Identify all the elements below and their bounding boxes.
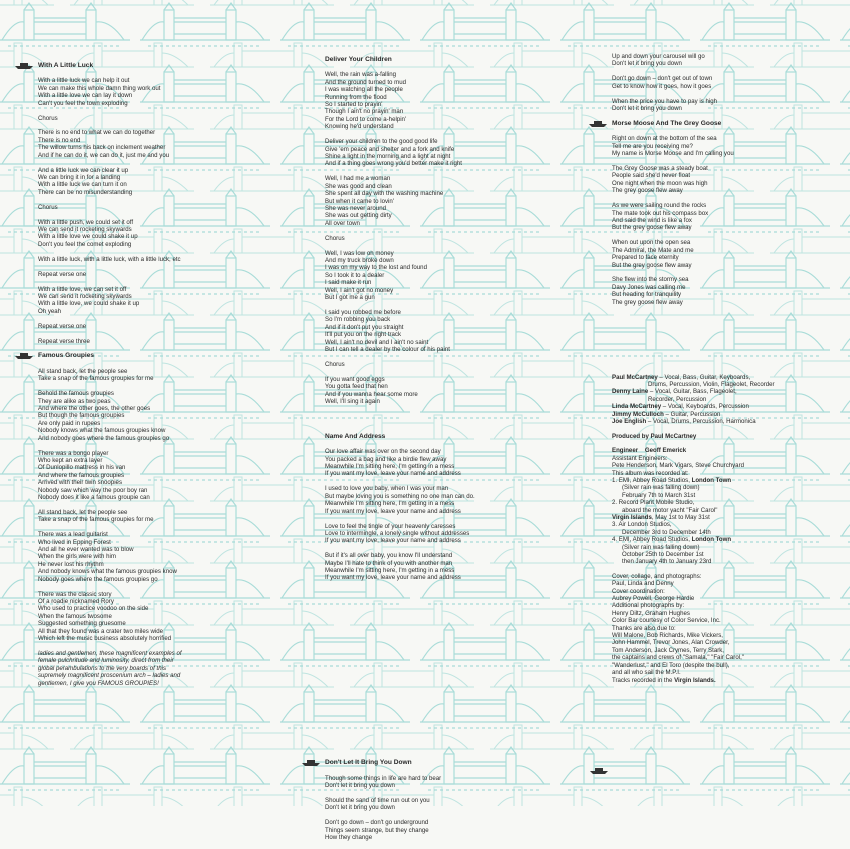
lyric-line: When the famous twosome [38, 612, 112, 620]
musician-role-cont: Drums, Percussion, Violin, Flageolet, Recorder [648, 380, 775, 388]
lyric-stanza [38, 219, 278, 249]
lyric-line: Which left the music business absolutely horrified [38, 634, 172, 642]
song-title: With A Little Luck [38, 62, 278, 69]
studio-detail: then January 4th to January 23rd [622, 558, 712, 566]
lyric-line: Things seem strange, but they change [325, 826, 429, 834]
credit-line: Will Malone, Bob Richards, Mike Vickers, [612, 632, 723, 640]
lyric-line: With a little push, we could set it off [38, 218, 134, 226]
engineer-name: Geoff Emerick [644, 447, 687, 455]
lyric-line: As we were sailing round the rocks [612, 202, 707, 210]
lyric-line: With a little love we could shake it up [38, 233, 138, 241]
italic-line: global perambulations to the very boards of this [38, 664, 167, 672]
lyric-line: Take a snap of the famous groupies for me [38, 375, 154, 383]
musician-name: Paul McCartney [612, 373, 658, 381]
lyric-line: Chorus [38, 203, 58, 211]
studio-text: 2. Record Plant Mobile Studio, [612, 499, 695, 507]
lyric-line: Of a roadie nicknamed Rory [38, 597, 114, 605]
lyric-line: For the Lord to come a-helpin' [325, 115, 407, 123]
lyric-line: But when it came to lovin' [325, 197, 394, 205]
lyric-line: Meanwhile I'm sitting here, I'm getting in a mess [325, 567, 455, 575]
lyric-line: Well, the rain was a-falling [325, 71, 397, 79]
credit-line: Paul, Linda and Denny [612, 580, 674, 588]
lyric-stanza [38, 286, 278, 316]
song-title: Famous Groupies [38, 352, 278, 359]
lyric-line: Can't you feel the town exploding [38, 99, 128, 107]
lyric-line: Running from the flood [325, 93, 387, 101]
lyric-line: And nobody goes where the famous groupies go [38, 434, 170, 442]
lyric-line: Don't go down – don't get out of town [612, 75, 713, 83]
musician-name: Jimmy McCulloch [612, 410, 664, 418]
song-block [325, 759, 570, 841]
lyric-stanza [38, 256, 278, 263]
lyric-line: With a little love, we can set it off [38, 285, 127, 293]
lyric-line: So I'm robbing you back [325, 316, 391, 324]
lyric-line: Nobody saw which way the poor boy ran [38, 486, 148, 494]
italic-line: female pulchritude and luminosity, direct from their [38, 657, 174, 665]
studio-line [612, 536, 842, 543]
lyric-line: Well, I had me a woman [325, 175, 391, 183]
studio-line [612, 514, 842, 521]
lyric-stanza [325, 552, 570, 582]
lyric-stanza [38, 323, 278, 330]
lyric-line: Are only paid in rupees [38, 419, 101, 427]
lyric-line: Love to feel the tingle of your heavenly caresses [325, 522, 456, 530]
lyric-line: The grey goose flew away [612, 298, 683, 306]
lyric-line: Prepared to face eternity [612, 254, 679, 262]
lyric-line: And said the wind is like a fox [612, 217, 692, 224]
lyric-line: If you want my love, leave your name and address [325, 574, 461, 582]
credit-line: Cover, collage, and photographs: [612, 572, 702, 580]
lyric-line: So I took it to a dealer [325, 271, 385, 279]
lyric-line: I said you robbed me before [325, 308, 401, 316]
lyric-line: We can send it rocketing skywards [38, 292, 132, 300]
spacer [612, 566, 842, 573]
lyric-line: The grey goose flew away [612, 187, 683, 195]
lyric-line: Repeat verse one [38, 270, 87, 278]
lyric-line: They are alike as two peas [38, 397, 111, 405]
lyric-line: I said make it run [325, 279, 372, 287]
lyric-line: Take a snap of the famous groupies for me [38, 516, 154, 524]
lyric-line: And nobody knows what the famous groupies know [38, 568, 177, 576]
studio-detail: (Silver rain was falling down) [622, 484, 700, 492]
studio-text: 1. EMI, Abbey Road Studios, [612, 476, 692, 484]
credit-line: "Wanderlust," and El Toro (despite the bull), [612, 661, 730, 669]
studio-line [612, 499, 842, 506]
lyric-line: When the price you have to pay is high [612, 97, 718, 105]
musician-role: – Vocal, Keyboards, Percussion [661, 403, 749, 411]
lyric-stanza [38, 509, 278, 524]
lyric-line: If you want my love, leave your name and address [325, 537, 461, 545]
lyric-line: And if it don't put you straight [325, 323, 404, 331]
credit-line: Pete Henderson, Mark Vigars, Steve Churchyard [612, 462, 744, 470]
musician-role-cont: Recorder, Percussion [648, 395, 707, 403]
lyric-line: But maybe loving you is something no one man can do. [325, 492, 475, 500]
musician-role: – Vocal, Bass, Guitar, Keyboards, [657, 373, 751, 381]
lyric-line: But the grey goose flew away [612, 224, 692, 232]
lyric-stanza [325, 235, 570, 242]
final-credit [612, 677, 842, 684]
lyric-line: We can make this whole damn thing work out [38, 84, 161, 92]
lyric-line: I used to love you baby, when I was your man [325, 485, 449, 493]
lyric-line: Davy Jones was calling me [612, 283, 686, 291]
lyric-stanza [612, 75, 842, 90]
lyric-line: Chorus [325, 234, 345, 242]
column-right [612, 53, 842, 684]
lyric-stanza [38, 450, 278, 502]
lyric-line: All that they found was a crater two miles wide [38, 627, 163, 635]
lyric-line: And where the other goes, the other goes [38, 405, 151, 412]
lyric-line: Nobody goes where the famous groupies go [38, 575, 158, 583]
studio-text: 4. EMI, Abbey Road Studios, [612, 536, 692, 544]
lyric-line: Our love affair was over on the second day [325, 448, 441, 456]
studio-location: London Town [691, 536, 732, 544]
engineer-label: Engineer [612, 447, 639, 455]
studio-line [612, 521, 842, 528]
lyric-line: With a little luck we can turn it on [38, 181, 127, 189]
musician-line [612, 418, 842, 425]
lyric-line: And where the famous groupies [38, 471, 125, 479]
credit-line: Tom Anderson, Jack Crymes, Terry Stark, [612, 646, 724, 654]
lyric-line: All stand back, let the people see [38, 508, 128, 516]
lyric-line: Nobody knows what the famous groupies know [38, 427, 166, 435]
lyric-stanza [325, 175, 570, 227]
lyric-stanza [38, 390, 278, 442]
column-left [38, 62, 278, 694]
lyric-line: And all he ever wanted was to blow [38, 546, 134, 553]
lyric-line: But I got me a gun [325, 293, 375, 301]
lyric-line: And if you wanna hear some more [325, 390, 418, 398]
producer-credit: Produced by Paul McCartney [612, 432, 697, 440]
lyric-line: But if it's all over baby, you know I'll understand [325, 552, 453, 560]
lyric-line: The mate took out his compass box [612, 209, 709, 217]
lyric-line: Well, I ain't got no money [325, 286, 394, 294]
lyric-line: Who lived in Epping Forest [38, 538, 111, 546]
lyric-line: Well, I ain't no devil and I ain't no saint [325, 338, 429, 346]
lyric-line: There is no end to what we can do together [38, 129, 156, 137]
lyric-line: Though some things in life are hard to bear [325, 774, 442, 782]
ship-icon [14, 351, 34, 359]
musicians-credits [612, 374, 842, 426]
lyric-line: The Admiral, the Mate and me [612, 246, 694, 254]
credit-line: Additional photographs by: [612, 602, 685, 610]
lyric-line: When the girls were with him [38, 553, 116, 561]
lyric-line: Give 'em peace and shelter and a fork and knife [325, 145, 455, 153]
lyric-stanza [38, 271, 278, 278]
lyric-line: There is no end [38, 136, 81, 144]
lyric-stanza [38, 167, 278, 197]
lyric-line: We can send it rocketing skywards [38, 226, 132, 233]
lyric-line: With a little love we can lay it down [38, 92, 133, 100]
ship-icon [14, 61, 34, 69]
lyric-line: With a little luck we can help it out [38, 77, 130, 85]
lyric-line: And the ground turned to mud [325, 78, 406, 86]
lyric-line: You gotta feed that hen [325, 383, 388, 391]
lyric-line: Chorus [38, 114, 58, 122]
spoken-intro [38, 650, 278, 687]
lyric-stanza [38, 368, 278, 383]
credit-line: Assistant Engineers: [612, 454, 668, 462]
studio-detail: December 3rd to December 14th [622, 528, 711, 536]
lyric-line: If you want my love, leave your name and address [325, 470, 461, 478]
song-title: Morse Moose And The Grey Goose [612, 120, 842, 127]
engineer-credit [612, 447, 842, 454]
final-text: Tracks recorded in the [612, 676, 675, 684]
musician-role: – Vocal, Drums, Percussion, Harmonica [646, 418, 756, 425]
lyric-line: Well, I'll sing it again [325, 397, 380, 405]
lyric-stanza [38, 531, 278, 583]
lyric-stanza [325, 819, 570, 841]
lyric-stanza [325, 361, 570, 368]
lyric-line: And a little luck we can clear it up [38, 166, 129, 174]
lyric-line: If you want good eggs [325, 375, 385, 383]
studio-text: , May 1st to May 31st [651, 513, 710, 521]
lyric-line: And if he can do it, we can do it, just me and you [38, 151, 170, 159]
studio-detail: October 25th to December 1st [622, 551, 704, 558]
ship-icon [589, 766, 609, 774]
song-title: Don't Let It Bring You Down [325, 759, 570, 766]
credit-line: Aubrey Powell, George Hardie [612, 595, 695, 603]
lyric-line: Chorus [325, 360, 345, 368]
lyric-line: Behold the famous groupies [38, 390, 114, 398]
musician-name: Joe English [612, 418, 647, 425]
lyric-line: How they change [325, 834, 373, 842]
lyric-line: Nobody does it like a famous groupie can [38, 493, 150, 501]
studio-location: London Town [691, 476, 732, 484]
lyric-line: Well, I was low on money [325, 249, 394, 257]
spacer [612, 314, 842, 374]
lyric-line: There was the classic story [38, 590, 112, 598]
lyric-line: Should the sand of time run out on you [325, 797, 430, 805]
lyric-line: Repeat verse three [38, 337, 90, 345]
lyric-line: People said she'd never float [612, 172, 691, 180]
lyric-line: Of Dunlopillo mattress in his van [38, 464, 126, 472]
musician-role: – Vocal, Guitar, Bass, Flageolet, [648, 388, 737, 396]
studio-detail: (Silver rain was falling down) [622, 543, 700, 551]
lyric-line: Don't you feel the comet exploding [38, 240, 132, 248]
musician-line [612, 374, 842, 381]
final-location: Virgin Islands. [674, 676, 716, 684]
lyric-line: All over town [325, 219, 360, 227]
song-block [612, 120, 842, 306]
lyric-line: She flew into the stormy sea [612, 276, 689, 284]
lyric-line: Who kept an extra layer [38, 456, 103, 464]
musician-name: Linda McCartney [612, 403, 662, 411]
lyric-stanza [612, 276, 842, 306]
lyric-line: Meanwhile I'm sitting here, I'm getting in a mess [325, 500, 455, 508]
credit-line: and all who sail the M.P.I. [612, 669, 681, 677]
lyric-line: You packed a bag and like a birdie flew away [325, 455, 447, 463]
lyric-line: Love to intermingle, a lonely single without addresses [325, 529, 470, 537]
italic-line: gentlemen, I give you FAMOUS GROUPIES! [38, 679, 159, 687]
lyric-line: Repeat verse one [38, 322, 87, 330]
song-block [325, 56, 570, 405]
credit-line: This album was recorded at: [612, 469, 689, 477]
lyric-line: She was out getting dirty [325, 212, 392, 220]
studio-detail: February 7th to March 31st [622, 491, 696, 499]
studio-line [612, 477, 842, 484]
lyric-stanza [325, 485, 570, 515]
lyric-line: With a little love, we could shake it up [38, 300, 140, 308]
lyric-stanza [38, 591, 278, 643]
credit-line: Cover coordination: [612, 587, 665, 595]
lyric-stanza [612, 239, 842, 269]
column-middle [325, 56, 570, 849]
lyric-line: She spent all day with the washing machine [325, 190, 444, 198]
lyric-stanza [38, 77, 278, 107]
lyric-line: Suggested something gruesome [38, 620, 126, 628]
lyric-stanza [325, 138, 570, 168]
song-block [38, 62, 278, 345]
lyric-stanza [38, 115, 278, 122]
ship-icon [588, 119, 608, 127]
lyric-stanza [325, 797, 570, 812]
italic-line: ladies and gentlemen, these magnificent examples of [38, 649, 182, 657]
lyric-stanza [325, 250, 570, 302]
lyric-line: Meanwhile I'm sitting here, I'm getting in a mess [325, 463, 455, 471]
lyric-line: There can be no misunderstanding [38, 188, 133, 196]
lyric-line: All stand back, let the people see [38, 367, 128, 375]
lyric-stanza [38, 129, 278, 159]
song-title: Name And Address [325, 432, 386, 440]
lyric-line: Arrived with their twin snoopies [38, 479, 122, 487]
lyric-line: But the grey goose flew away [612, 261, 692, 269]
lyric-stanza [325, 309, 570, 353]
lyric-line: My name is Morse Moose and I'm calling you [612, 150, 734, 158]
lyric-stanza [612, 165, 842, 195]
credit-line: Thanks are also due to: [612, 624, 676, 632]
lyric-stanza [612, 53, 842, 68]
lyric-line: Don't let it bring you down [325, 804, 395, 812]
lyric-line: Right on down at the bottom of the sea [612, 135, 717, 143]
spacer [325, 413, 570, 433]
lyric-line: When out upon the open sea [612, 239, 691, 247]
lyric-line: Who used to practice voodoo on the side [38, 605, 149, 613]
lyric-stanza [325, 448, 570, 478]
lyric-line: Up and down your carousel will go [612, 53, 705, 60]
credit-line: John Hammel, Trevor Jones, Alan Crowder, [612, 639, 730, 647]
lyric-line: There was a bongo player [38, 449, 109, 457]
lyric-line: Get to know how it goes, how it goes [612, 82, 712, 90]
lyric-stanza [38, 204, 278, 211]
lyric-line: But heading for tranquility [612, 291, 682, 299]
lyric-stanza [325, 775, 570, 790]
lyric-line: Don't go down – don't go underground [325, 819, 429, 827]
credit-line: Henry Diltz, Graham Hughes [612, 609, 690, 617]
lyric-line: He never lost his rhythm [38, 560, 104, 568]
lyric-stanza [612, 135, 842, 157]
lyric-line: Tell me are you receiving me? [612, 142, 693, 150]
lyric-stanza [612, 98, 842, 113]
lyric-line: One night when the moon was high [612, 179, 708, 187]
song-title: Deliver Your Children [325, 56, 392, 63]
musician-line [612, 403, 842, 410]
lyric-line: Deliver your children to the good good life [325, 138, 438, 146]
musician-line [612, 388, 842, 395]
spacer [325, 589, 570, 759]
lyric-stanza [325, 523, 570, 545]
lyric-line: She was never around [325, 204, 386, 212]
gap [638, 447, 645, 454]
lyric-stanza [325, 376, 570, 406]
lyric-line: Knowing he'd understand [325, 123, 394, 131]
lyric-line: Maybe I'll hate to think of you with another man [325, 559, 453, 567]
lyric-line: With a little luck, with a little luck, with a little luck, etc [38, 255, 181, 263]
lyric-line: So I started to prayin' [325, 101, 383, 109]
studio-detail: aboard the motor yacht "Fair Carol" [622, 506, 718, 514]
lyric-stanza [612, 202, 842, 232]
lyric-line: There was a lead guitarist [38, 531, 108, 539]
musician-name: Denny Laine [612, 388, 649, 396]
lyric-line: But I can tell a dealer by the colour of his paint [325, 345, 450, 353]
song-block [38, 352, 278, 686]
lyric-line: Don't let it bring you down [612, 60, 682, 68]
lyric-line: Though I ain't no prayin' man [325, 108, 404, 116]
lyric-line: Don't let it bring you down [612, 105, 682, 113]
italic-line: supremely magnificent proscenium arch – ladies and [38, 672, 181, 680]
lyric-line: The Grey Goose was a steady boat [612, 165, 708, 173]
studio-text: 3. Air London Studios, [612, 521, 672, 529]
lyric-stanza [38, 338, 278, 345]
lyric-line: I was watching all the people [325, 86, 403, 94]
musician-line [612, 411, 842, 418]
credit-line: the captains and crews of "Samala," "Fair Carol," [612, 654, 744, 662]
lyric-line: Oh yeah [38, 307, 62, 315]
musician-role: – Guitar, Percussion [663, 410, 721, 418]
lyric-line: It'll put you on the right track [325, 331, 402, 339]
lyric-line: But though the famous groupies [38, 412, 125, 420]
lyric-line: She was good and clean [325, 182, 392, 190]
lyric-line: The willow turns his back on inclement weather [38, 144, 166, 152]
song-block [325, 433, 570, 582]
lyric-line: Shine a light in the morning and a light at night [325, 152, 451, 160]
ship-icon [301, 758, 321, 766]
studio-location: Virgin Islands [612, 513, 652, 521]
lyric-stanza [325, 71, 570, 130]
lyric-line: And my truck broke down [325, 256, 394, 264]
lyric-line: Don't let it bring you down [325, 782, 395, 790]
lyric-line: I was on my way to the lost and found [325, 264, 427, 272]
lyric-line: And if a thing goes wrong you'd better make it right [325, 160, 462, 168]
lyric-line: We can bring it in for a landing [38, 173, 121, 181]
lyric-line: If you want my love, leave your name and address [325, 507, 461, 515]
credit-line: Color Bar courtesy of Color Service, Inc. [612, 617, 721, 625]
